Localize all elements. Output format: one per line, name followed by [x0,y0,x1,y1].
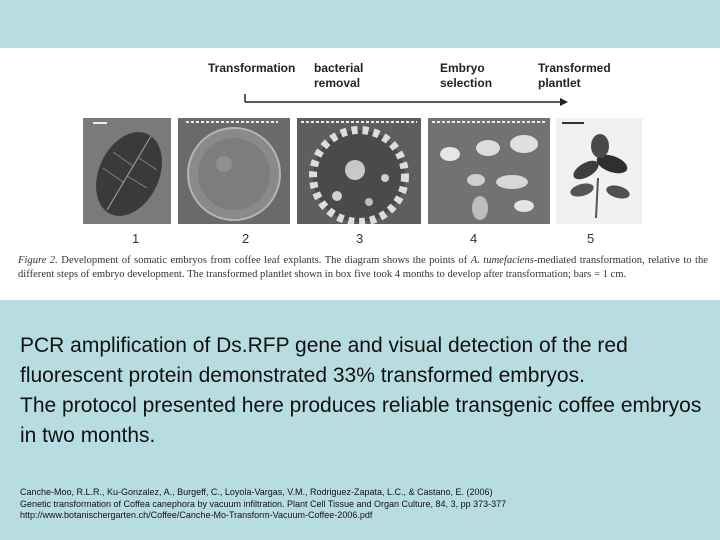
step-label-transformation: Transformation [208,61,296,75]
caption-text-part-2: -mediated transformation, relative to the different steps of embryo development. The transformed plantlet shown in box five took 4 months to develop after transformation; bars = 1 cm. [18,255,708,280]
reference-authors: Canche-Moo, R.L.R., Ku-Gonzalez, A., Burgeff, C., Loyola-Vargas, V.M., Rodriguez-Zapata, L.C., & Castano, E. (2006) [20,487,493,497]
caption-text-part-1: Development of somatic embryos from coffee leaf explants. The diagram shows the points of [57,255,471,266]
leaf-image [83,118,171,224]
photo-transformed-plantlet [556,118,642,224]
photo-selected-embryos [428,118,550,224]
callus-image [297,118,421,224]
summary-paragraph-2: The protocol presented here produces reliable transgenic coffee embryos in two months. [20,394,702,447]
reference-url[interactable]: http://www.botanischergarten.ch/Coffee/Canche-Mo-Transform-Vacuum-Coffee-2006.pdf [20,510,373,520]
panel-number-4: 4 [470,231,478,246]
caption-species: A. tumefaciens [470,255,534,266]
step-label-bacterial-removal: bacterial removal [314,61,364,90]
photo-leaf-explant [83,118,171,224]
reference-title: Genetic transformation of Coffea canephora by vacuum infiltration. Plant Cell Tissue and Organ Culture, 84, 3, pp 373-377 [20,498,507,509]
explant-disc-image [178,118,290,224]
plantlet-image [556,118,642,224]
panel-number-3: 3 [356,231,364,246]
panel-number-1: 1 [132,231,140,246]
figure-caption [18,254,708,281]
photo-explant-disc [178,118,290,224]
panel-number-2: 2 [242,231,250,246]
summary-text [20,331,710,451]
step-label-embryo-selection: Embryo selection [440,61,493,90]
photo-callus-embryos [297,118,421,224]
figure-panel [0,48,720,300]
step-label-transformed-plantlet: Transformed plantlet [538,61,611,90]
embryos-image [428,118,550,224]
reference-citation [20,487,710,522]
panel-number-5: 5 [587,231,595,246]
summary-paragraph-1: PCR amplification of Ds.RFP gene and visual detection of the red fluorescent protein demonstrated 33% transformed embryos. [20,334,628,387]
figure-label: Figure 2. [18,255,58,266]
